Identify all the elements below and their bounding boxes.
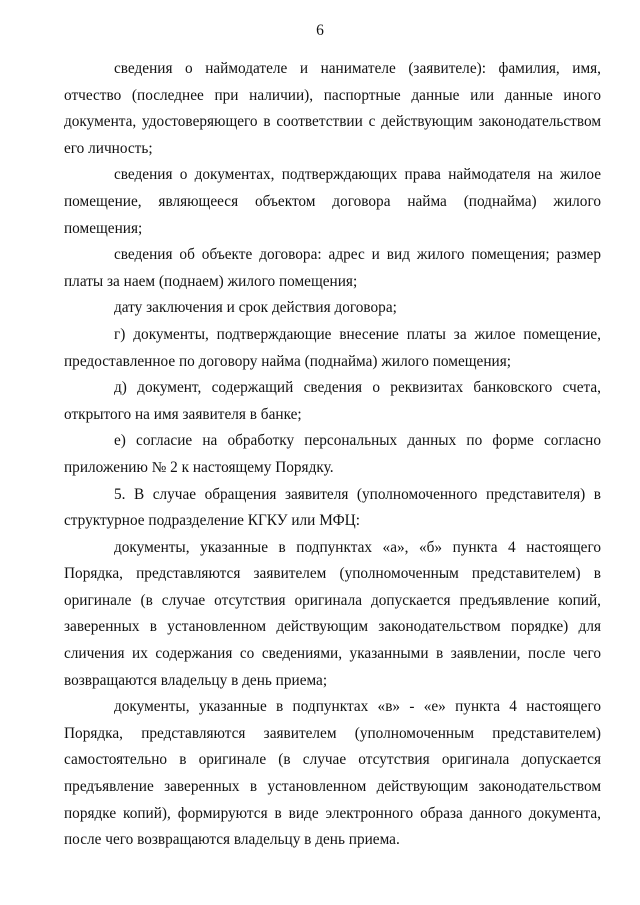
paragraph-item-g: г) документы, подтверждающие внесение платы за жилое помещение, предоставленное по договору найма (поднайма) жилого помещения; <box>64 325 601 370</box>
paragraph-contract-date: дату заключения и срок действия договора; <box>114 299 397 317</box>
document-body <box>64 56 601 854</box>
paragraph-ownership-documents: сведения о документах, подтверждающих права наймодателя на жилое помещение, являющееся объектом договора найма (поднайма) жилого помещения; <box>64 166 601 237</box>
paragraph-contract-object: сведения об объекте договора: адрес и вид жилого помещения; размер платы за наем (поднаем) жилого помещения; <box>64 246 601 290</box>
page-number: 6 <box>316 22 324 39</box>
paragraph-item-d: д) документ, содержащий сведения о реквизитах банковского счета, открытого на имя заявителя в банке; <box>64 379 601 423</box>
paragraph-item-e: е) согласие на обработку персональных данных по форме согласно приложению № 2 к настоящему Порядку. <box>64 432 601 476</box>
paragraph-section-5: 5. В случае обращения заявителя (уполномоченного представителя) в структурное подразделение КГКУ или МФЦ: <box>64 485 601 530</box>
paragraph-documents-a-b: документы, указанные в подпунктах «а», «б» пункта 4 настоящего Порядка, представляются заявителем (уполномоченным представителем) в оригинале (в случае отсутствия оригинала допускается предъявление копий, заверенных в установленном действующим законодательством порядке) для сличения их содержания со сведениями, указанными в заявлении, после чего возвращаются владельцу в день приема; <box>64 538 601 689</box>
paragraph-landlord-tenant-info: сведения о наймодателе и нанимателе (заявителе): фамилия, имя, отчество (последнее при наличии), паспортные данные или данные иного документа, удостоверяющего в соответствии с действующим законодательством его личность; <box>64 60 601 157</box>
paragraph-documents-v-e: документы, указанные в подпунктах «в» - «е» пункта 4 настоящего Порядка, представляются заявителем (уполномоченным представителем) самостоятельно в оригинале (в случае отсутствия оригинала допускается предъявление заверенных в установленном действующим законодательством порядке копий), формируются в виде электронного образа данного документа, после чего возвращаются владельцу в день приема. <box>64 698 601 849</box>
